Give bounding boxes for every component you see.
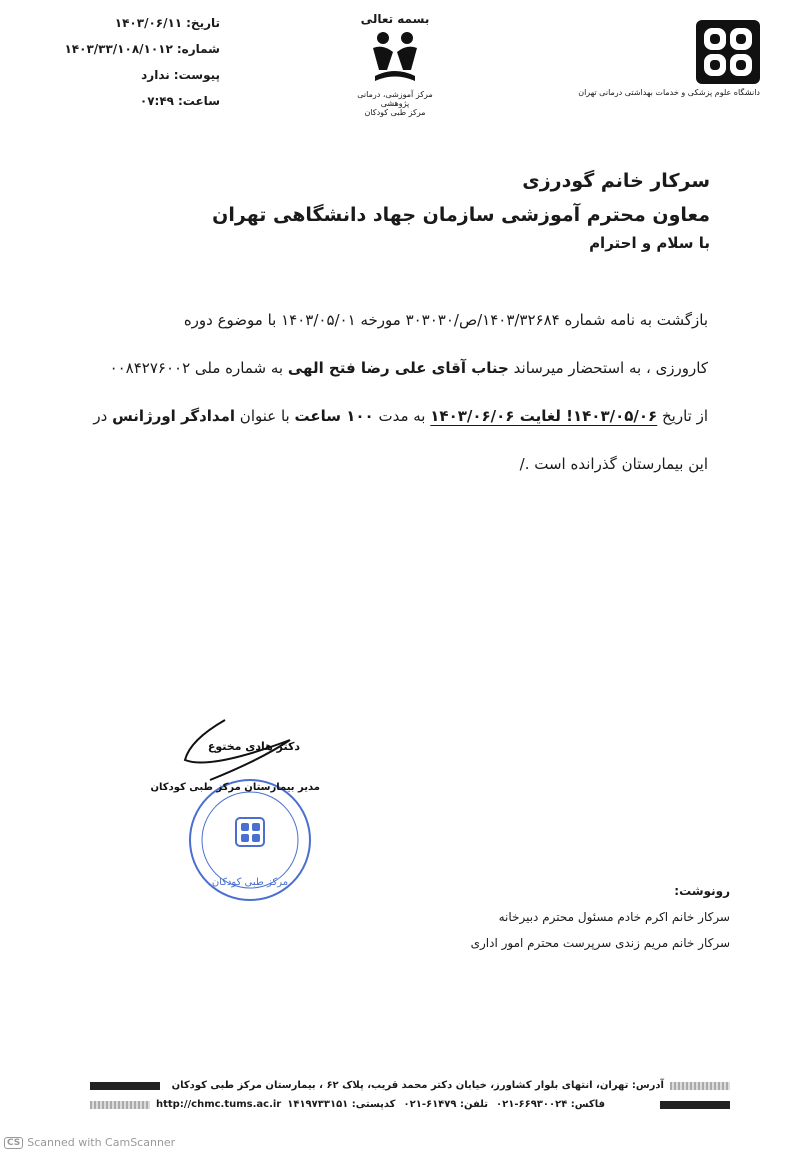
university-emblem-icon [696, 20, 760, 84]
addressee-block [110, 170, 710, 252]
children-hospital-emblem-icon [365, 26, 425, 86]
cc-line-2: سرکار خانم مریم زندی سرپرست محترم امور اداری [470, 936, 730, 950]
footer-bar-right [670, 1082, 730, 1090]
greeting: با سلام و احترام [589, 234, 710, 252]
attachment-value: ندارد [141, 68, 170, 82]
camscanner-icon: CS [4, 1137, 23, 1149]
letter-meta [60, 10, 220, 114]
center-caption-2: مرکز طبی کودکان [364, 108, 426, 117]
attachment-label: پیوست: [173, 68, 220, 82]
footer-contact-row [90, 1099, 730, 1110]
signer-title: مدیر بیمارستان مرکز طبی کودکان [150, 782, 320, 793]
addressee-name: سرکار خانم گودرزی [522, 170, 710, 192]
cc-title: رونوشت: [674, 884, 730, 898]
scanner-text: Scanned with CamScanner [27, 1136, 176, 1149]
footer [90, 1080, 730, 1118]
date-label: تاریخ: [186, 16, 220, 30]
cc-line-1: سرکار خانم اکرم خادم مسئول محترم دبیرخانه [498, 910, 730, 924]
number-value: ۱۴۰۳/۳۳/۱۰۸/۱۰۱۲ [64, 42, 173, 56]
footer-bar-right-2 [660, 1101, 730, 1109]
person-name: جناب آقای علی رضا فتح الهی [287, 359, 509, 377]
footer-bar-left [90, 1082, 160, 1090]
body-text: بازگشت به نامه شماره ۱۴۰۳/۳۲۶۸۴/ص/۳۰۳۰۳۰ مورخه ۱۴۰۳/۰۵/۰۱ با موضوع دوره [183, 311, 708, 329]
center-caption: مرکز آموزشی، درمانی پژوهشی [357, 90, 433, 108]
date-range: ۱۴۰۳/۰۵/۰۶! لغایت ۱۴۰۳/۰۶/۰۶ [430, 407, 658, 425]
time-value: ۰۷:۴۹ [139, 94, 174, 108]
signature-stamp-graphic [150, 700, 350, 920]
footer-contact [287, 1099, 654, 1110]
body-text: از تاریخ [657, 407, 708, 425]
time-label: ساعت: [177, 94, 220, 108]
body-text: کارورزی ، به استحضار میرساند [508, 359, 708, 377]
body-text: به مدت [373, 407, 431, 425]
footer-address-row [90, 1080, 730, 1091]
number-row [60, 36, 220, 62]
university-logo [578, 20, 760, 115]
body-line-4 [88, 440, 708, 488]
body-line-2 [88, 344, 708, 392]
footer-fax: فاکس: ۶۶۹۳۰۰۲۴-۰۲۱ [496, 1099, 606, 1110]
body-line-1 [88, 296, 708, 344]
body-line-3 [88, 392, 708, 440]
footer-bar-left-2 [90, 1101, 150, 1109]
role-title: امدادگر اورژانس [112, 407, 236, 425]
footer-postal: کدپستی: ۱۴۱۹۷۳۳۱۵۱ [287, 1099, 396, 1110]
center-logo [345, 12, 445, 132]
duration: ۱۰۰ ساعت [294, 407, 374, 425]
footer-url[interactable]: http://chmc.tums.ac.ir [156, 1099, 282, 1110]
body-text: این بیمارستان گذرانده است ./ [519, 455, 708, 473]
number-label: شماره: [176, 42, 220, 56]
date-row [60, 10, 220, 36]
body-text: با عنوان [235, 407, 295, 425]
footer-phone: تلفن: ۶۱۴۷۹-۰۲۱ [403, 1099, 489, 1110]
footer-address: آدرس: تهران، انتهای بلوار کشاورز، خیابان دکتر محمد قریب، پلاک ۶۲ ، بیمارستان مرکز طبی کودکان [171, 1080, 664, 1091]
signature-stamp [150, 700, 350, 920]
body-text: در [93, 407, 113, 425]
cc-block [330, 878, 730, 956]
letter-body [88, 296, 708, 488]
date-value: ۱۴۰۳/۰۶/۱۱ [114, 16, 183, 30]
stamp-text: مرکز طبی کودکان [211, 877, 289, 888]
addressee-title: معاون محترم آموزشی سازمان جهاد دانشگاهی تهران [212, 204, 710, 226]
scanner-watermark [4, 1136, 175, 1149]
signer-name: دکتر هادی مختوع [207, 740, 300, 753]
bismillah-text: بسمه تعالی [360, 12, 430, 26]
university-caption: دانشگاه علوم پزشکی و خدمات بهداشتی درمانی تهران [578, 88, 760, 97]
body-text: به شماره ملی ۰۰۸۴۲۷۶۰۰۲ [109, 359, 288, 377]
time-row [60, 88, 220, 114]
attachment-row [60, 62, 220, 88]
